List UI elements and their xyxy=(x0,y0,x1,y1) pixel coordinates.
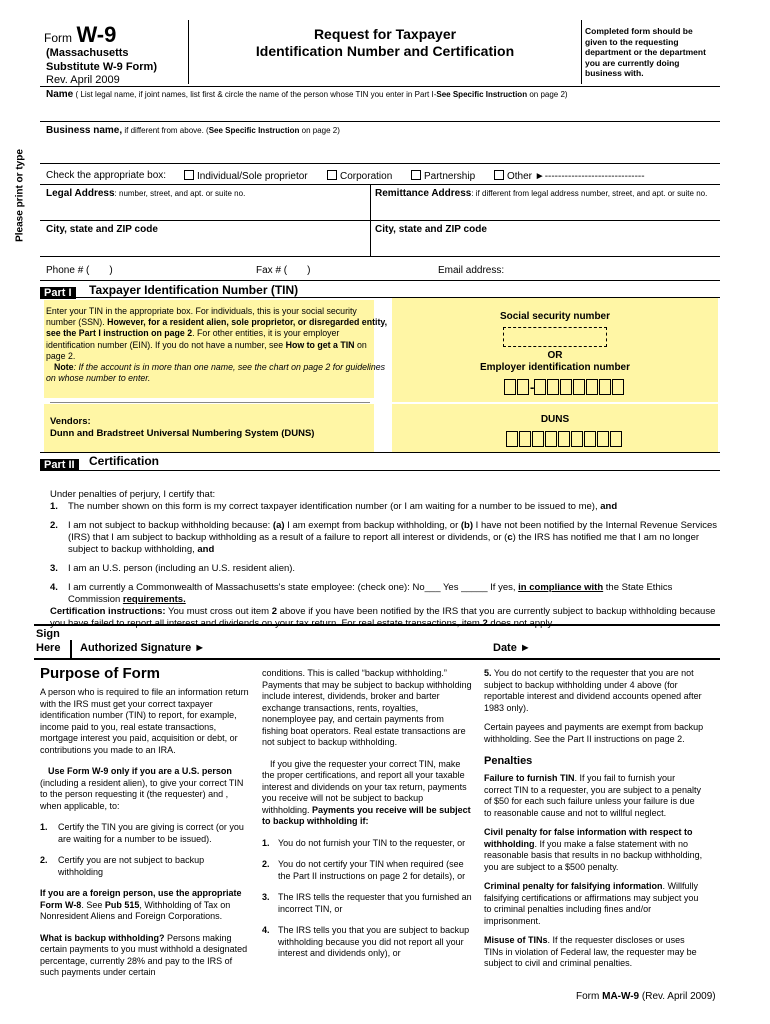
digit-box[interactable] xyxy=(504,379,516,395)
sign-here-label: Sign Here xyxy=(36,628,61,654)
cert-item-1: 1. The number shown on this form is my correct taxpayer identification number (or I am waiting for a number to be issued to me), and xyxy=(50,501,618,512)
certification-text: Under penalties of perjury, I certify that: 1. The number shown on this form is my correct taxpayer identification number (or I am waiting for a number to be issued to me), and 2. I am not subject to backup withholding because: (a) I am exempt from backup withholding, or (b) I have not been notified by the Internal Revenue Services (IRS) that I am subject to backup withholding as a result of a failure to report all interest or dividends, or (c) the IRS has notified me that I am no longer subject to backup withholding, and 3. I am an U.S. person (including an U.S. resident alien). 4. I am currently a Commonwealth of Massachusetts's state employee: (check one): No___ Yes _____ If yes, in compliance with the State Ethics Commission requirements. Certification instructions: You must cross out item 2 above if you have been notified by the IRS that you are currently subject to backup withholding because you have failed to report all interest and dividends on your tax return. For real estate transactions, item 2 does not apply. xyxy=(50,489,720,630)
digit-box[interactable] xyxy=(599,379,611,395)
remittance-address-label: Remittance Address: if different from legal address number, street, and apt. or suite no. xyxy=(375,188,708,199)
digit-box[interactable] xyxy=(586,379,598,395)
email-field[interactable]: Email address: xyxy=(438,265,505,276)
header-divider-right xyxy=(581,20,582,84)
rule xyxy=(40,470,720,471)
sign-divider xyxy=(70,640,72,658)
digit-box[interactable] xyxy=(597,431,609,447)
signature-input[interactable] xyxy=(215,640,480,658)
checkbox-other[interactable]: Other ►------------------------------ xyxy=(494,170,645,182)
part1-tag: Part I xyxy=(40,283,76,301)
digit-box[interactable] xyxy=(612,379,624,395)
tin-instructions: Enter your TIN in the appropriate box. For individuals, this is your social security number (SSN). However, for a resident alien, sole proprietor, or disregarded entity, see the Part I instruction on page 2. For other entities, it is your employer identification number (EIN). If you do not have a number, see How to get a TIN on page 2. Note: If the account is in more than one name, see the chart on page 2 for guidelines on whose number to enter. xyxy=(46,306,388,384)
ssn-label: Social security number xyxy=(499,311,611,322)
delivery-note: Completed form should be given to the requesting department or the department you are currently doing business with. xyxy=(585,26,706,78)
cert-item-3: 3. I am an U.S. person (including an U.S. resident alien). xyxy=(50,563,296,574)
revision-date: Rev. April 2009 xyxy=(46,74,120,86)
rule xyxy=(40,121,720,122)
rule xyxy=(40,184,720,185)
penalties-title: Penalties xyxy=(484,755,533,767)
name-field-label: Name ( List legal name, if joint names, list first & circle the name of the person whose TIN you enter in Part I-See Specific Instruction on page 2) xyxy=(46,89,568,100)
digit-box[interactable] xyxy=(532,431,544,447)
penalties-column: 5. You do not certify to the requester that you are not subject to backup withholding under 4 above (for reportable interest and dividend accounts opened after 1983 only). Certain payees and payments are exempt from backup withholding. See the Part II instructions on page 2. Penalties Failure to furnish TIN. If you fail to furnish your correct TIN to a requester, you are subject to a penalty of $50 for each such failure unless your failure is due to reasonable cause and not to willful neglect. Civil penalty for false information with respect to withholding. If you make a false statement with no reasonable basis that results in no backup withholding, you are subject to a $500 penalty. Criminal penalty for falsifying information. Willfully falsifying certifications or affirmations may subject you to criminal penalties including fines and/or imprisonment. Misuse of TINs. If the requester discloses or uses TINs in violation of Federal law, the requester may be subject to civil and criminal penalties. xyxy=(484,668,704,968)
purpose-title: Purpose of Form xyxy=(40,665,161,682)
cert-item-2: 2. I am not subject to backup withholding because: (a) I am exempt from backup withholding, or (b) I have not been notified by the Internal Revenue Services (IRS) that I am subject to backup withholding as a result of a failure to report all interest or dividends, or (c) the IRS has notified me that I am no longer subject to backup withholding, and xyxy=(50,520,718,555)
business-name-label: Business name, if different from above. (See Specific Instruction on page 2) xyxy=(46,125,340,136)
tin-or-divider: OR Employer identification number xyxy=(479,350,631,373)
checkbox-square[interactable] xyxy=(327,170,337,180)
city-input-left[interactable] xyxy=(46,236,366,254)
authorized-signature-label: Authorized Signature ► xyxy=(80,642,206,654)
city-label-right: City, state and ZIP code xyxy=(375,224,487,235)
rule xyxy=(34,624,720,626)
employee-yes-blank[interactable]: _____ xyxy=(461,582,488,593)
checkbox-square[interactable] xyxy=(411,170,421,180)
duns-input[interactable] xyxy=(506,430,623,448)
digit-box[interactable] xyxy=(560,379,572,395)
fax-field[interactable]: Fax # ( ) xyxy=(256,265,311,276)
rule xyxy=(34,658,720,660)
rule xyxy=(50,402,370,403)
date-label: Date ► xyxy=(493,642,531,654)
ein-input[interactable]: - xyxy=(504,378,625,396)
purpose-column: Purpose of Form A person who is required to file an information return with the IRS must get your correct taxpayer identification number (TIN) to report, for example, income paid to you, real estate transactions, mortgage interest you paid, acquisition or debt, or contributions you made to an IRA. Use Form W-9 only if you are a U.S. person (including a resident alien), to give your correct TIN to the person requesting it (the requester) and , when applicable, to: 1. Certify the TIN you are giving is correct (or you are waiting for a number to be issued). 2. Certify you are not subject to backup withholding If you are a foreign person, use the appropriate Form W-8. See Pub 515, Withholding of Tax on Nonresident Aliens and Foreign Corporations. What is backup withholding? Persons making certain payments to you must withhold a designated percentage, currently 28% and pay to the IRS of such payments under certain xyxy=(40,665,249,977)
city-label-left: City, state and ZIP code xyxy=(46,224,158,235)
digit-box[interactable] xyxy=(571,431,583,447)
date-input[interactable] xyxy=(540,640,715,658)
digit-box[interactable] xyxy=(610,431,622,447)
side-label: Please print or type xyxy=(14,149,26,242)
checkbox-square[interactable] xyxy=(184,170,194,180)
duns-label: DUNS xyxy=(540,414,570,425)
legal-address-label: Legal Address: number, street, and apt. or suite no. xyxy=(46,188,246,199)
backup-withholding-column: conditions. This is called “backup withholding.” Payments that may be subject to backup withholding include interest, dividends, broker and barter exchange transactions, rents, royalties, nonemployee pay, and certain payments from fishing boat operators. Real estate transactions are not subject to backup withholding. If you give the requester your correct TIN, make the proper certifications, and report all your taxable interest and dividends on your tax return, payments you receive will not be subject to backup withholding. Payments you receive will be subject to backup withholding if: 1. You do not furnish your TIN to the requester, or 2. You do not certify your TIN when required (see the Part II instructions on page 2 for details), or 3. The IRS tells the requester that you furnished an incorrect TIN, or 4. The IRS tells you that you are subject to backup withholding because you did not report all your interest and dividends only), or xyxy=(262,668,472,958)
form-label xyxy=(44,22,116,48)
digit-box[interactable] xyxy=(506,431,518,447)
form-word: Form xyxy=(44,31,72,45)
digit-box[interactable] xyxy=(547,379,559,395)
part2-tag: Part II xyxy=(40,455,79,473)
form-subtitle: (Massachusetts Substitute W-9 Form) xyxy=(46,47,157,73)
digit-box[interactable] xyxy=(545,431,557,447)
rule xyxy=(40,220,720,221)
check-box-label: Check the appropriate box: xyxy=(46,170,167,181)
part1-title: Taxpayer Identification Number (TIN) xyxy=(89,283,299,297)
vendors-label: Vendors: Dunn and Bradstreet Universal Numbering System (DUNS) xyxy=(50,416,315,439)
legal-address-input[interactable] xyxy=(46,200,366,220)
business-name-input[interactable] xyxy=(46,137,716,161)
cert-item-4: 4. I am currently a Commonwealth of Massachusetts's state employee: (check one): No___ Yes _____ If yes, in compliance with the State Ethics Commission requirements. xyxy=(50,582,673,605)
checkbox-individual[interactable]: Individual/Sole proprietor xyxy=(184,170,308,182)
form-title: Request for Taxpayer Identification Number and Certification xyxy=(255,26,515,59)
rule xyxy=(40,280,720,281)
form-code: W-9 xyxy=(76,22,117,47)
checkbox-corporation[interactable]: Corporation xyxy=(327,170,392,182)
city-input-right[interactable] xyxy=(375,236,715,254)
rule xyxy=(40,256,720,257)
digit-box[interactable] xyxy=(519,431,531,447)
name-input[interactable] xyxy=(46,100,716,120)
rule xyxy=(40,163,720,164)
cert-instructions: Certification instructions: You must cross out item 2 above if you have been notified by the IRS that you are currently subject to backup withholding because you have failed to report all interest and dividends on your tax return. For real estate transactions, item 2 does not apply. xyxy=(50,606,716,629)
part2-title: Certification xyxy=(89,454,160,468)
rule xyxy=(40,86,720,87)
checkbox-partnership[interactable]: Partnership xyxy=(411,170,475,182)
digit-box[interactable] xyxy=(573,379,585,395)
header-divider-left xyxy=(188,20,189,84)
digit-box[interactable] xyxy=(534,379,546,395)
footer-form-id: Form MA-W-9 (Rev. April 2009) xyxy=(576,991,716,1002)
employee-no-blank[interactable]: ___ xyxy=(424,582,441,593)
digit-box[interactable] xyxy=(584,431,596,447)
phone-field[interactable]: Phone # ( ) xyxy=(46,265,113,276)
ssn-input[interactable] xyxy=(503,327,607,347)
checkbox-square[interactable] xyxy=(494,170,504,180)
digit-box[interactable] xyxy=(517,379,529,395)
digit-box[interactable] xyxy=(558,431,570,447)
rule xyxy=(40,452,720,453)
